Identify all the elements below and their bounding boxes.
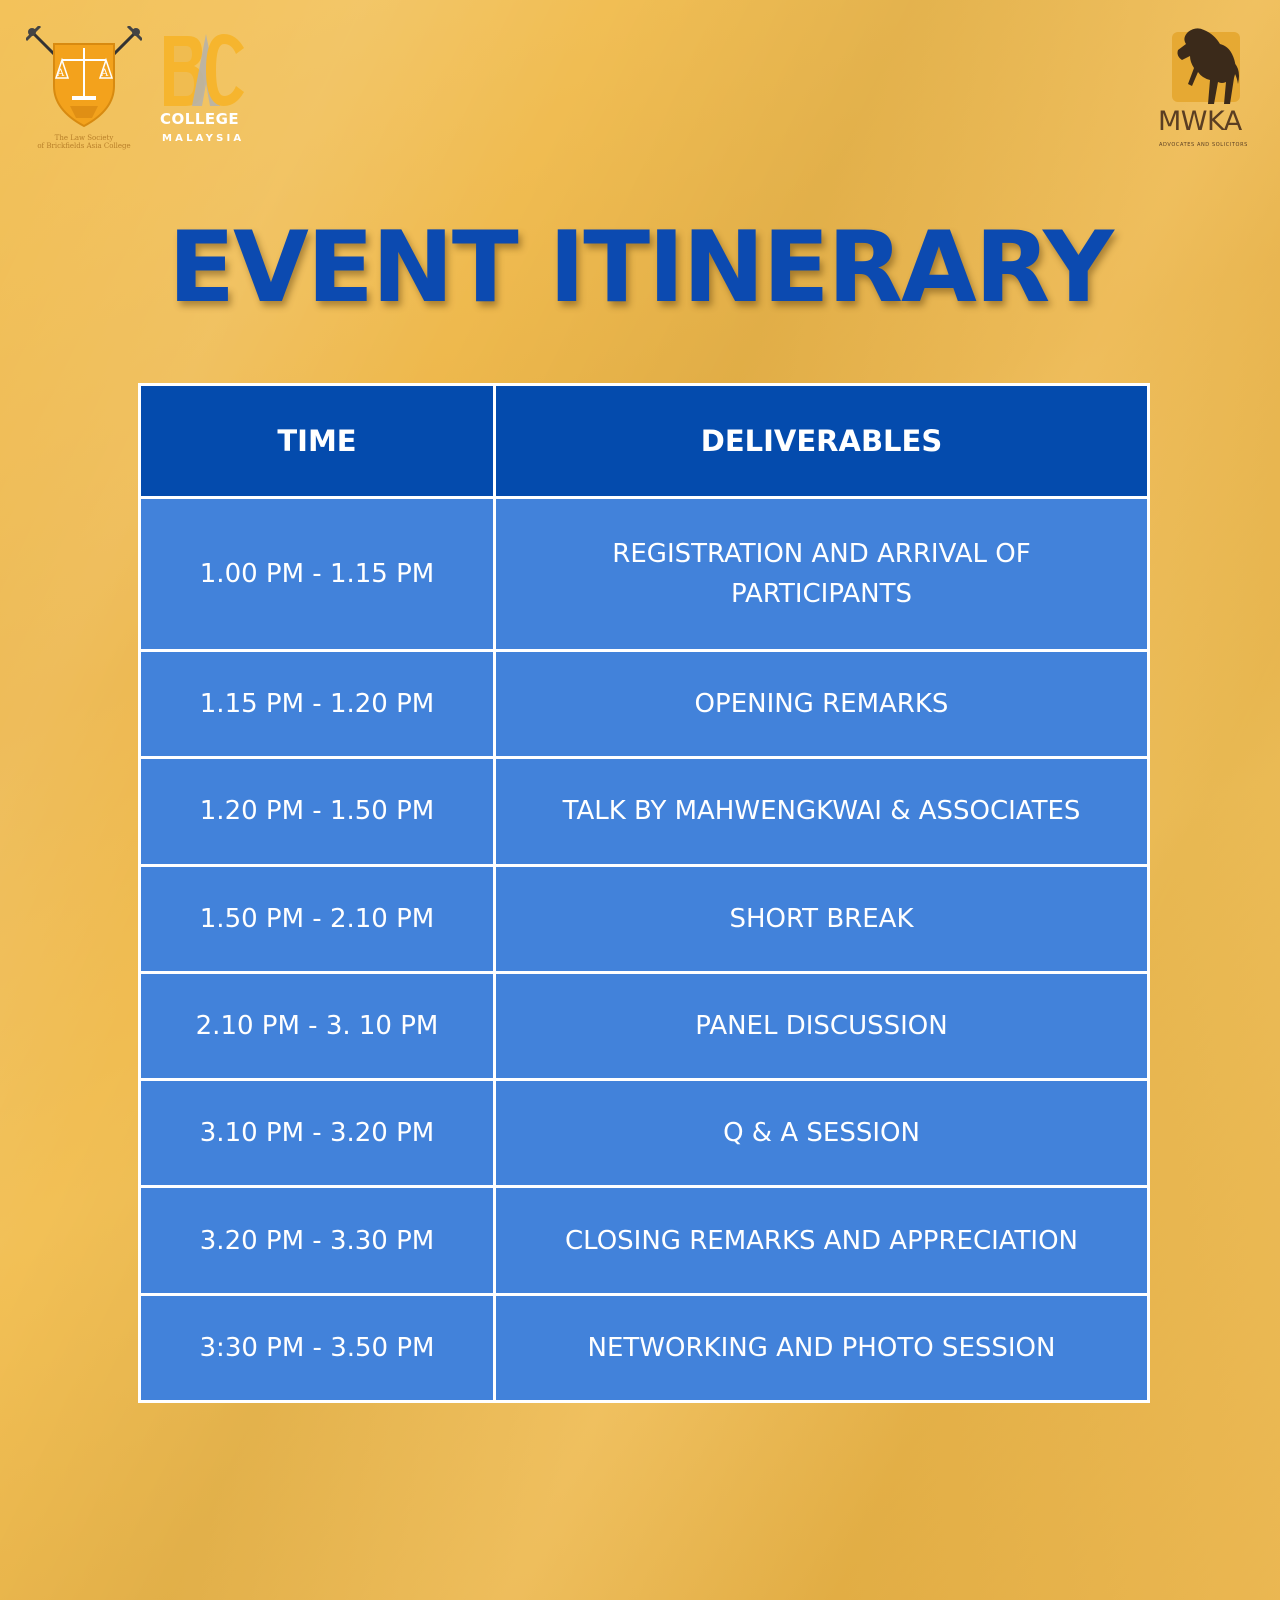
row-5-deliverable: PANEL DISCUSSION <box>496 974 1147 1078</box>
horse-icon <box>1168 26 1244 106</box>
row-2-time: 1.15 PM - 1.20 PM <box>141 652 493 756</box>
law-society-caption <box>26 134 142 150</box>
row-6-time: 3.10 PM - 3.20 PM <box>141 1081 493 1185</box>
bac-college-label: COLLEGE <box>160 110 240 128</box>
bac-mark-icon <box>162 32 246 112</box>
svg-text:A: A <box>57 68 65 79</box>
header-deliverables: DELIVERABLES <box>496 386 1147 496</box>
row-3-deliverable: TALK BY MAHWENGKWAI & ASSOCIATES <box>496 759 1147 863</box>
row-4-time: 1.50 PM - 2.10 PM <box>141 867 493 971</box>
row-8-deliverable: NETWORKING AND PHOTO SESSION <box>496 1296 1147 1400</box>
row-8-time: 3:30 PM - 3.50 PM <box>141 1296 493 1400</box>
row-5-time: 2.10 PM - 3. 10 PM <box>141 974 493 1078</box>
bac-malaysia-label: MALAYSIA <box>162 133 245 144</box>
row-3-time: 1.20 PM - 1.50 PM <box>141 759 493 863</box>
law-society-logo <box>26 26 142 148</box>
itinerary-table <box>138 383 1150 1403</box>
page-title: EVENT ITINERARY <box>168 211 1112 325</box>
row-1-time: 1.00 PM - 1.15 PM <box>141 499 493 649</box>
mwka-subtitle: ADVOCATES AND SOLICITORS <box>1159 142 1248 148</box>
mwka-logo <box>1150 26 1266 156</box>
svg-text:A: A <box>101 68 109 79</box>
row-4-deliverable: SHORT BREAK <box>496 867 1147 971</box>
row-2-deliverable: OPENING REMARKS <box>496 652 1147 756</box>
mwka-name: MWKA <box>1158 106 1242 137</box>
law-society-caption-line1: The Law Society <box>54 134 114 142</box>
row-1-deliverable: REGISTRATION AND ARRIVAL OF PARTICIPANTS <box>496 499 1147 649</box>
header-time: TIME <box>141 386 493 496</box>
row-7-time: 3.20 PM - 3.30 PM <box>141 1188 493 1292</box>
law-society-crest-icon <box>26 26 142 134</box>
law-society-caption-line2: of Brickfields Asia College <box>37 142 131 150</box>
row-7-deliverable: CLOSING REMARKS AND APPRECIATION <box>496 1188 1147 1292</box>
bac-college-logo <box>160 32 250 148</box>
row-6-deliverable: Q & A SESSION <box>496 1081 1147 1185</box>
